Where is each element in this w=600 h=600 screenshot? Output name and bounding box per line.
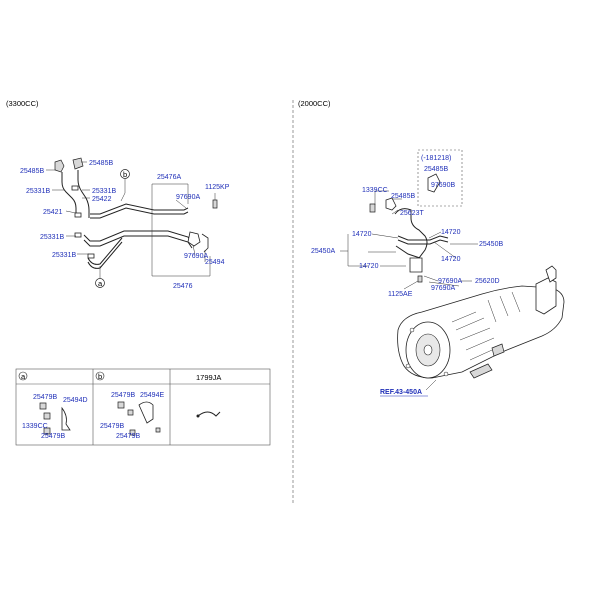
section-2000cc-header: (2000CC) [298, 99, 331, 108]
clamp-part-25494d[interactable] [62, 408, 70, 430]
label-97690a[interactable]: 97690A [184, 253, 209, 260]
label-181218: (-181218) [421, 155, 452, 162]
pipe-25450a[interactable] [396, 246, 420, 258]
cap-fitting-left[interactable] [55, 160, 64, 172]
label-14720[interactable]: 14720 [352, 231, 372, 238]
label-25479b[interactable]: 25479B [111, 392, 136, 399]
leader-callout-b [121, 179, 125, 201]
hose-stub-left[interactable] [62, 172, 76, 214]
clip-part[interactable] [118, 402, 124, 408]
label-14720[interactable]: 14720 [441, 256, 461, 263]
label-25485b-right[interactable]: 25485B [89, 160, 114, 167]
leader [429, 232, 441, 238]
label-25623t[interactable]: 25623T [400, 210, 424, 217]
oil-cooler-block[interactable] [410, 258, 422, 272]
leader-bracket-25450a [348, 234, 368, 266]
leader [176, 200, 186, 208]
label-14720[interactable]: 14720 [359, 263, 379, 270]
pipe-upper-a[interactable] [90, 204, 188, 214]
pipe-lower-c[interactable] [88, 238, 122, 264]
mount-bolt [410, 328, 414, 332]
pipe-lower-a[interactable] [84, 231, 192, 243]
label-1125ae[interactable]: 1125AE [388, 291, 413, 298]
label-1125kp[interactable]: 1125KP [205, 184, 230, 191]
label-1339cc[interactable]: 1339CC [22, 423, 48, 430]
pipe-lower-b[interactable] [84, 236, 192, 248]
label-25494e[interactable]: 25494E [140, 392, 165, 399]
clamp[interactable] [72, 186, 78, 190]
mount-bolt [444, 372, 448, 376]
clamp[interactable] [75, 233, 81, 237]
label-97690a[interactable]: 97690A [438, 278, 463, 285]
label-25421[interactable]: 25421 [43, 209, 63, 216]
clip-1799ja-end [197, 415, 200, 418]
label-25479b[interactable]: 25479B [33, 394, 58, 401]
leader [66, 211, 76, 213]
detail-col-c-title: 1799JA [196, 373, 222, 382]
label-25450a[interactable]: 25450A [311, 248, 336, 255]
label-25476[interactable]: 25476 [173, 283, 193, 290]
label-25331b[interactable]: 25331B [52, 252, 77, 259]
clip-part[interactable] [44, 413, 50, 419]
label-25494[interactable]: 25494 [205, 259, 225, 266]
callout-a-label: a [98, 279, 103, 288]
section-3300cc-header: (3300CC) [6, 99, 39, 108]
callout-b-label: b [123, 170, 128, 179]
label-97690a[interactable]: 97690A [176, 194, 201, 201]
leader-ref [426, 380, 436, 390]
leader-25476-left [152, 181, 153, 276]
ref-link-43-450a[interactable]: REF.43-450A [380, 389, 423, 396]
label-25620d[interactable]: 25620D [475, 278, 500, 285]
clip-part[interactable] [40, 403, 46, 409]
label-25485b[interactable]: 25485B [424, 166, 449, 173]
bolt-1125kp[interactable] [213, 200, 217, 208]
label-25485b-left[interactable]: 25485B [20, 168, 45, 175]
pipe-25450b-upper[interactable] [398, 236, 448, 240]
detail-table [16, 369, 270, 445]
cap-fitting-right[interactable] [73, 158, 83, 169]
leader [424, 276, 438, 281]
label-25479b[interactable]: 25479B [116, 433, 141, 440]
hose-stub-right[interactable] [78, 170, 89, 218]
clamp[interactable] [88, 254, 94, 258]
label-97690b[interactable]: 97690B [431, 182, 456, 189]
bracket[interactable] [202, 234, 208, 252]
bolt-1339cc[interactable] [370, 204, 375, 212]
label-25450b[interactable]: 25450B [479, 241, 504, 248]
mount-bolt [406, 364, 410, 368]
clamp-part-25494e[interactable] [139, 402, 153, 423]
detail-col-a-label: a [21, 372, 26, 381]
label-97690a[interactable]: 97690A [431, 285, 456, 292]
label-25494d[interactable]: 25494D [63, 397, 88, 404]
label-25331b[interactable]: 25331B [26, 188, 51, 195]
leader [372, 234, 398, 238]
label-25331b[interactable]: 25331B [92, 188, 117, 195]
pipe-25450b-lower[interactable] [398, 240, 448, 244]
detail-col-b-label: b [98, 372, 103, 381]
label-25479b[interactable]: 25479B [100, 423, 125, 430]
clamp[interactable] [75, 213, 81, 217]
label-25331b[interactable]: 25331B [40, 234, 65, 241]
label-25479b[interactable]: 25479B [41, 433, 66, 440]
bolt-1125ae[interactable] [418, 276, 422, 282]
label-25485b[interactable]: 25485B [391, 193, 416, 200]
label-25422[interactable]: 25422 [92, 196, 112, 203]
leader [404, 281, 418, 289]
clip-1799ja[interactable] [198, 412, 220, 416]
clip-part[interactable] [128, 410, 133, 415]
label-25476a[interactable]: 25476A [157, 174, 182, 181]
shaft-center [424, 345, 432, 355]
right-assembly [311, 150, 564, 396]
label-14720[interactable]: 14720 [441, 229, 461, 236]
clip-part[interactable] [156, 428, 160, 432]
label-1339cc[interactable]: 1339CC [362, 187, 388, 194]
left-assembly [20, 158, 230, 290]
